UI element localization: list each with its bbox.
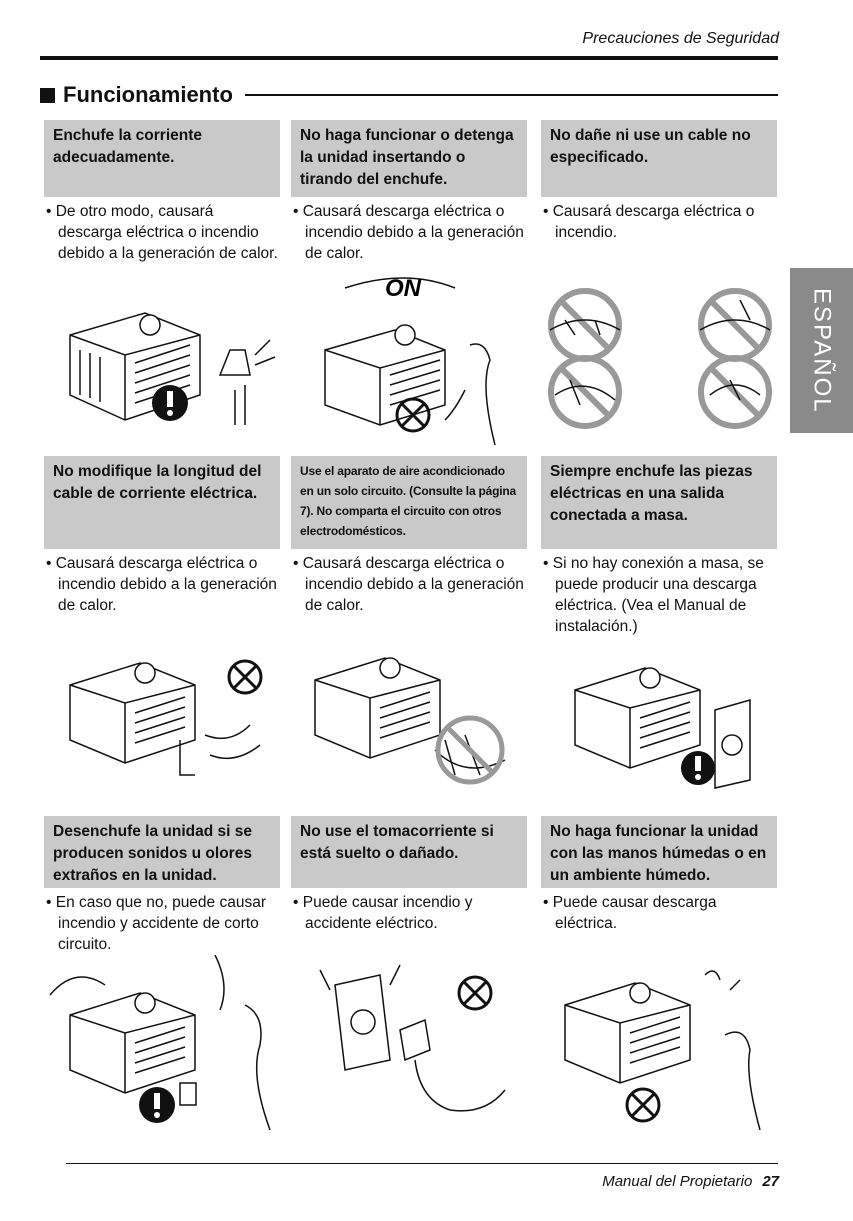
precaution-item	[291, 120, 527, 264]
precaution-desc: • Causará descarga eléctrica o incendio debido a la generación de calor.	[291, 553, 527, 616]
precaution-desc: • Causará descarga eléctrica o incendio.	[541, 201, 777, 243]
precaution-title: No haga funcionar la unidad con las manos húmedas o en un ambiente húmedo.	[541, 816, 777, 888]
precaution-desc: • Puede causar incendio y accidente eléctrico.	[291, 892, 527, 934]
precaution-desc: • En caso que no, puede causar incendio y accidente de corto circuito.	[44, 892, 280, 955]
precaution-desc: • Causará descarga eléctrica o incendio debido a la generación de calor.	[291, 201, 527, 264]
ac-plug-illustration	[60, 295, 280, 430]
page-number: 27	[762, 1173, 779, 1190]
precaution-title: Siempre enchufe las piezas eléctricas en una salida conectada a masa.	[541, 456, 777, 549]
precaution-desc: • Si no hay conexión a masa, se puede producir una descarga eléctrica. (Vea el Manual de instalación.)	[541, 553, 777, 637]
precaution-item	[44, 120, 280, 264]
precaution-title: No dañe ni use un cable no especificado.	[541, 120, 777, 197]
section-title: Funcionamiento	[63, 82, 233, 107]
cable-cut-illustration	[60, 645, 275, 785]
precaution-desc: • Causará descarga eléctrica o incendio debido a la generación de calor.	[44, 553, 280, 616]
footer-rule	[66, 1163, 778, 1164]
precaution-title: No use el tomacorriente si está suelto o dañado.	[291, 816, 527, 888]
precaution-item	[44, 816, 280, 955]
header-rule	[40, 56, 778, 60]
precaution-item	[541, 816, 777, 934]
shared-circuit-illustration	[305, 640, 520, 790]
language-tab-label: ESPAÑOL	[808, 287, 836, 414]
section-heading	[40, 82, 778, 108]
on-label: ON	[385, 275, 421, 302]
precaution-desc: • Puede causar descarga eléctrica.	[541, 892, 777, 934]
precaution-item	[291, 816, 527, 934]
precaution-title: No modifique la longitud del cable de corriente eléctrica.	[44, 456, 280, 549]
unplug-smoke-illustration	[45, 955, 280, 1130]
precaution-title: Desenchufe la unidad si se producen sonidos u olores extraños en la unidad.	[44, 816, 280, 888]
grounded-outlet-illustration	[565, 650, 765, 790]
precaution-desc: • De otro modo, causará descarga eléctrica o incendio debido a la generación de calor.	[44, 201, 280, 264]
precaution-item	[541, 120, 777, 243]
page-footer	[602, 1173, 779, 1190]
precaution-title: No haga funcionar o detenga la unidad insertando o tirando del enchufe.	[291, 120, 527, 197]
precaution-item	[541, 456, 777, 637]
precaution-item	[44, 456, 280, 616]
page-header-title: Precauciones de Seguridad	[582, 30, 779, 47]
wet-hands-illustration	[555, 965, 775, 1130]
section-rule	[245, 94, 778, 96]
precaution-title: Enchufe la corriente adecuadamente.	[44, 120, 280, 197]
language-tab	[790, 268, 853, 433]
square-bullet-icon	[40, 88, 55, 103]
cable-damage-illustration	[540, 280, 780, 430]
on-switch-illustration	[305, 270, 520, 445]
footer-title: Manual del Propietario	[602, 1173, 753, 1190]
precaution-item	[291, 456, 527, 616]
loose-outlet-illustration	[305, 960, 520, 1130]
precaution-title: Use el aparato de aire acondicionado en un solo circuito. (Consulte la página 7). No comparta el circuito con otros electrodomésticos.	[291, 456, 527, 549]
